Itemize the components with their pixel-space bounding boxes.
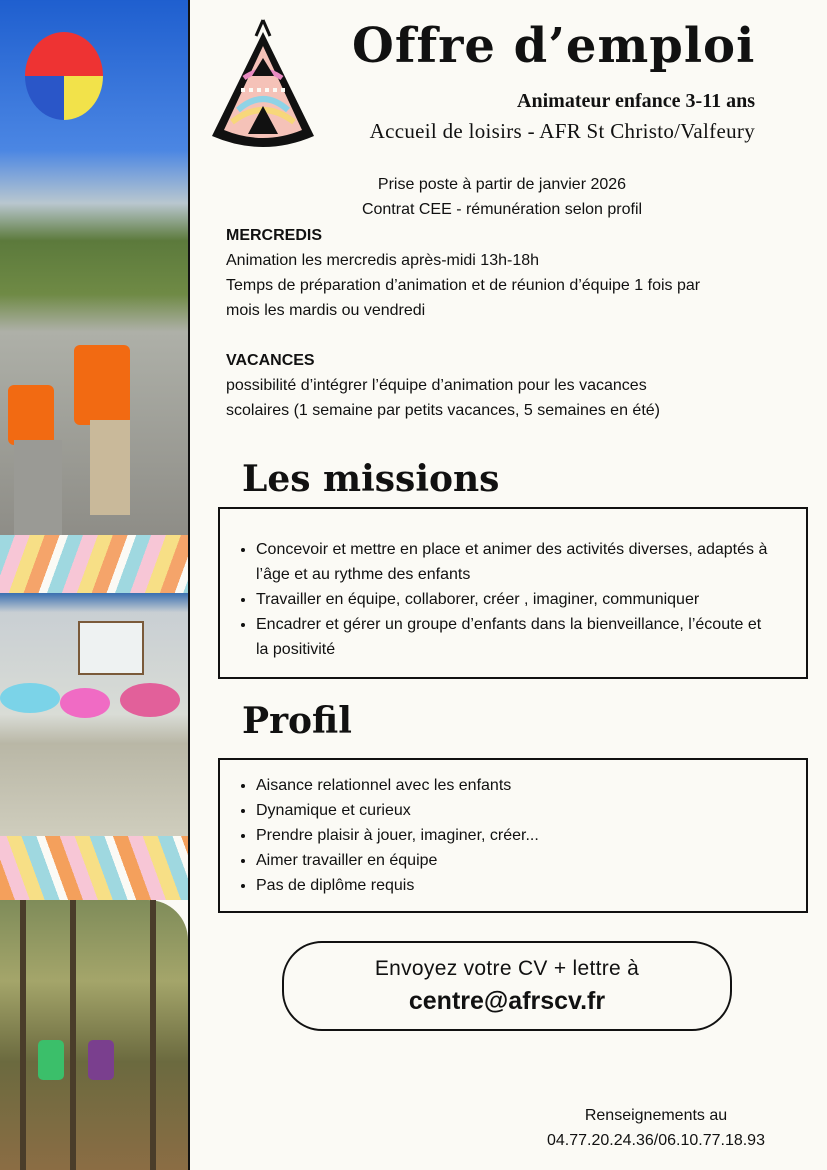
tree — [20, 900, 26, 1170]
wednesdays-line: Animation les mercredis après-midi 13h-18h — [226, 252, 540, 269]
kid-legs — [90, 420, 130, 515]
rainbow-stripes — [0, 836, 188, 900]
kid-figure — [74, 345, 130, 425]
contract-type: Contrat CEE - rémunération selon profil — [361, 201, 643, 218]
mission-item: • Travailler en équipe, collaborer, créer , imaginer, communiquer — [256, 587, 776, 612]
mission-item: • Concevoir et mettre en place et animer des activités diverses, adaptés à l’âge et au rythme des enfants — [256, 537, 776, 587]
profile-item: • Pas de diplôme requis — [256, 873, 806, 898]
apply-instruction: Envoyez votre CV + lettre à — [374, 957, 640, 980]
holidays-line: scolaires (1 semaine par petits vacances, 5 semaines en été) — [226, 402, 660, 419]
start-date: Prise poste à partir de janvier 2026 — [377, 176, 627, 193]
page-title: Offre d’emploi — [352, 18, 756, 74]
decoration — [0, 683, 60, 713]
photo-indoor-room — [0, 593, 188, 836]
kid-figure — [8, 385, 54, 445]
contact-info — [520, 1103, 792, 1153]
contact-phones[interactable]: 04.77.20.24.36/06.10.77.18.93 — [547, 1132, 765, 1149]
decoration — [60, 688, 110, 718]
profile-box — [218, 758, 808, 913]
teepee-logo-icon — [208, 18, 318, 158]
profile-item: • Aimer travailler en équipe — [256, 848, 806, 873]
missions-box — [218, 507, 808, 679]
job-position: Animateur enfance 3-11 ans — [517, 90, 755, 112]
missions-heading: Les missions — [242, 458, 500, 500]
profile-item: • Aisance relationnel avec les enfants — [256, 773, 806, 798]
decoration — [120, 683, 180, 717]
apply-callout — [282, 941, 732, 1031]
wednesdays-section — [226, 223, 700, 323]
photo-forest-walk — [0, 900, 188, 1170]
child-figure — [38, 1040, 64, 1080]
profile-item: • Prendre plaisir à jouer, imaginer, créer... — [256, 823, 806, 848]
profile-item: • Dynamique et curieux — [256, 798, 806, 823]
tree — [150, 900, 156, 1170]
holidays-line: possibilité d’intégrer l’équipe d’animation pour les vacances — [226, 377, 647, 394]
wednesdays-heading: MERCREDIS — [226, 227, 323, 244]
wednesdays-line: mois les mardis ou vendredi — [226, 302, 426, 319]
employer-name: Accueil de loisirs - AFR St Christo/Valfeury — [369, 119, 755, 143]
rainbow-stripes — [0, 535, 188, 593]
wednesdays-line: Temps de préparation d’animation et de réunion d’équipe 1 fois par — [226, 277, 701, 294]
photo-kids-playing-ball — [0, 0, 188, 535]
photo-sidebar — [0, 0, 190, 1170]
holidays-heading: VACANCES — [226, 352, 315, 369]
window — [78, 621, 144, 675]
kid-legs — [14, 440, 62, 535]
contact-label: Renseignements au — [584, 1107, 728, 1124]
profile-heading: Profil — [242, 700, 352, 742]
giant-ball — [25, 32, 103, 120]
mission-item: • Encadrer et gérer un groupe d’enfants dans la bienveillance, l’écoute et la positivité — [256, 612, 776, 662]
apply-email[interactable]: centre@afrscv.fr — [408, 987, 606, 1015]
child-figure — [88, 1040, 114, 1080]
tree — [70, 900, 76, 1170]
holidays-section — [226, 348, 660, 423]
